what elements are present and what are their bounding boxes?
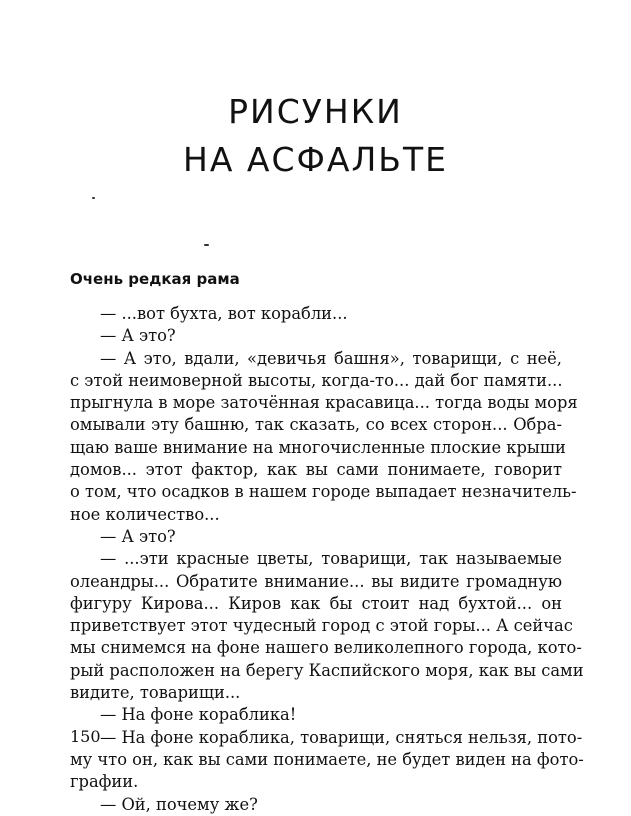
text-line: — ...эти красные цветы, товарищи, так называемые (100, 549, 562, 569)
text-line: — Ой, почему же? (100, 794, 258, 814)
text-line: рый расположен на берегу Каспийского моря, как вы сами (70, 660, 584, 680)
text-line: — ...вот бухта, вот корабли... (100, 304, 348, 323)
text-line: — А это? (100, 326, 176, 346)
text-line: прыгнула в море заточённая красавица... тогда воды моря (70, 393, 578, 413)
text-line: олеандры... Обратите внимание... вы видите громадную (70, 571, 562, 591)
text-line: о том, что осадков в нашем городе выпадает незначитель- (70, 482, 577, 502)
text-line: домов... этот фактор, как вы сами понимаете, говорит (70, 460, 562, 480)
text-line: — А это, вдали, «девичья башня», товарищи, с неё, (100, 348, 562, 368)
print-speck (204, 244, 209, 246)
body-text (70, 303, 584, 816)
text-line: ное количество... (70, 504, 220, 524)
chapter-title-line-1: РИСУНКИ (228, 92, 403, 131)
text-line: графии. (70, 772, 139, 792)
text-line: видите, товарищи... (70, 683, 241, 703)
text-line: му что он, как вы сами понимаете, не будет виден на фото- (70, 749, 584, 769)
text-line: мы снимемся на фоне нашего великолепного города, кото- (70, 638, 582, 658)
print-speck (92, 197, 95, 199)
text-line: с этой неимоверной высоты, когда-то... дай бог памяти... (70, 370, 563, 390)
chapter-title-line-2: НА АСФАЛЬТЕ (183, 140, 448, 179)
text-line: фигуру Кирова... Киров как бы стоит над бухтой... он (70, 593, 562, 613)
text-line: приветствует этот чудесный город с этой горы... А сейчас (70, 616, 573, 636)
text-line: омывали эту башню, так сказать, со всех сторон... Обра- (70, 415, 562, 435)
section-heading: Очень редкая рама (70, 270, 240, 288)
page-number: 150 (70, 727, 101, 746)
text-line: — На фоне кораблика, товарищи, сняться нельзя, пото- (100, 727, 583, 747)
text-line: щаю ваше внимание на многочисленные плоские крыши (70, 437, 566, 457)
text-line: — На фоне кораблика! (100, 705, 297, 725)
text-line: — А это? (100, 526, 176, 546)
